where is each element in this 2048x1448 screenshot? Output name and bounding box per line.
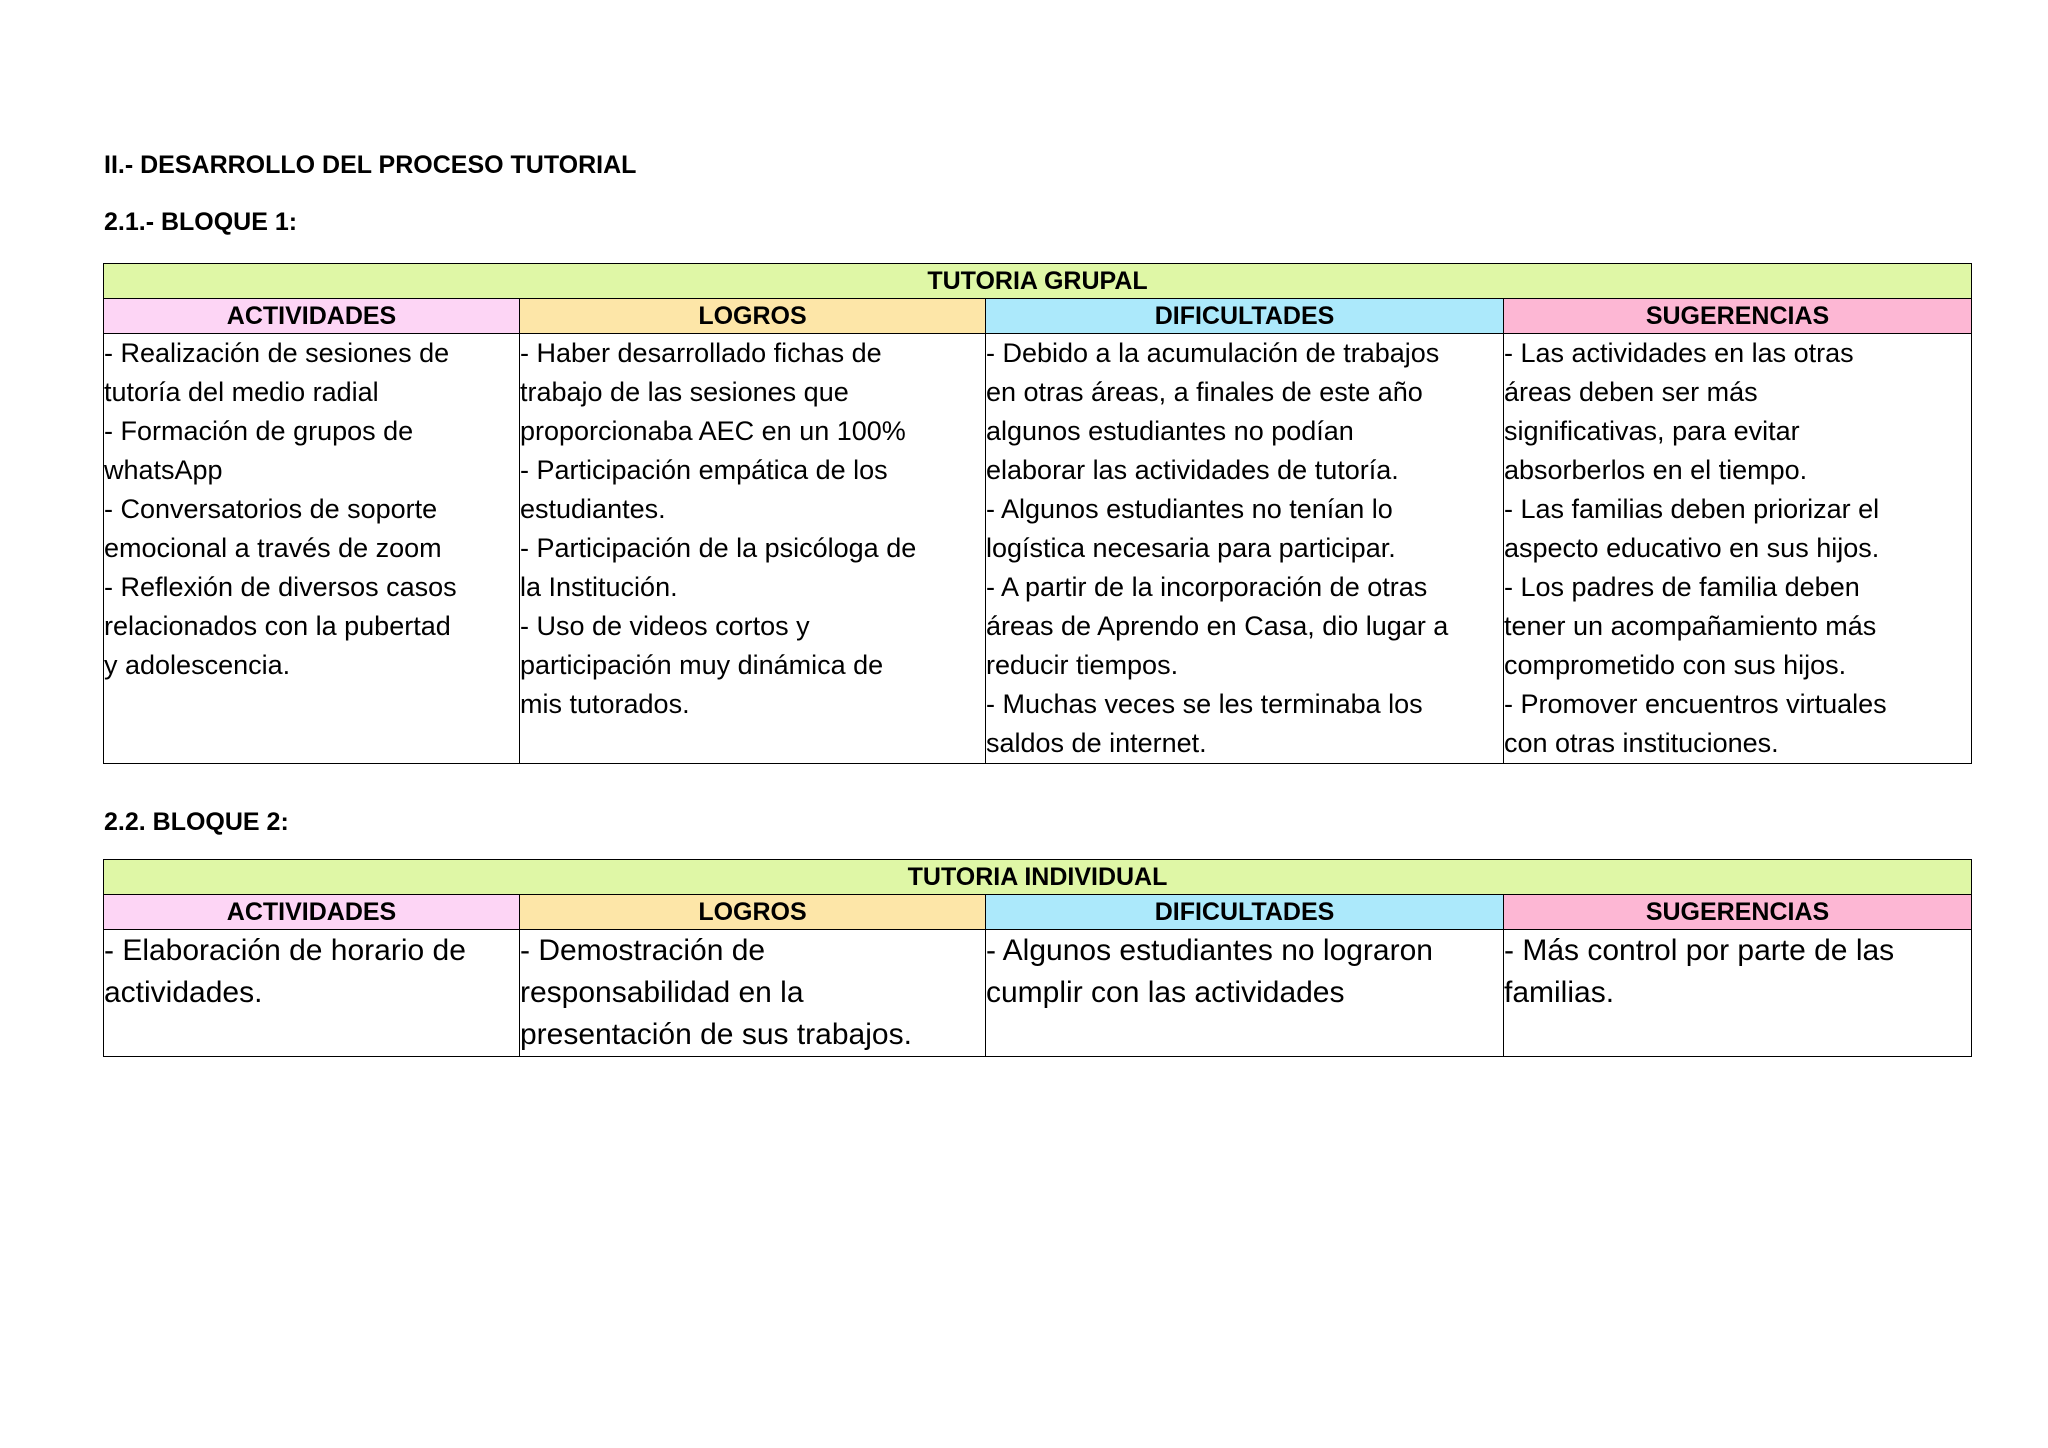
- header-sugerencias: SUGERENCIAS: [1504, 299, 1972, 334]
- cell-line: - Promover encuentros virtuales: [1504, 689, 1887, 719]
- table-title: TUTORIA GRUPAL: [104, 264, 1972, 299]
- cell-line: relacionados con la pubertad: [104, 611, 451, 641]
- cell-logros: [520, 334, 986, 764]
- cell-line: - Formación de grupos de: [104, 416, 414, 446]
- cell-logros: [520, 930, 986, 1057]
- cell-line: - Realización de sesiones de: [104, 338, 450, 368]
- cell-line: whatsApp: [104, 455, 223, 485]
- cell-line: estudiantes.: [520, 494, 666, 524]
- cell-line: absorberlos en el tiempo.: [1504, 455, 1808, 485]
- cell-line: significativas, para evitar: [1504, 416, 1800, 446]
- cell-line: con otras instituciones.: [1504, 728, 1779, 758]
- cell-line: - A partir de la incorporación de otras: [986, 572, 1428, 602]
- cell-line: áreas deben ser más: [1504, 377, 1758, 407]
- section-heading: II.- DESARROLLO DEL PROCESO TUTORIAL: [104, 151, 637, 179]
- cell-line: algunos estudiantes no podían: [986, 416, 1354, 446]
- header-actividades: ACTIVIDADES: [104, 895, 520, 930]
- cell-line: saldos de internet.: [986, 728, 1207, 758]
- cell-line: tutoría del medio radial: [104, 377, 379, 407]
- header-dificultades: DIFICULTADES: [986, 895, 1504, 930]
- cell-line: cumplir con las actividades: [986, 976, 1345, 1009]
- tutoria-individual-table: [103, 859, 1972, 1057]
- cell-line: - Las actividades en las otras: [1504, 338, 1854, 368]
- tutoria-grupal-table: [103, 263, 1972, 764]
- cell-line: en otras áreas, a finales de este año: [986, 377, 1423, 407]
- cell-line: actividades.: [104, 976, 263, 1009]
- cell-line: - Algunos estudiantes no lograron: [986, 934, 1433, 967]
- cell-line: - Muchas veces se les terminaba los: [986, 689, 1423, 719]
- cell-line: presentación de sus trabajos.: [520, 1018, 912, 1051]
- header-dificultades: DIFICULTADES: [986, 299, 1504, 334]
- header-logros: LOGROS: [520, 299, 986, 334]
- header-logros: LOGROS: [520, 895, 986, 930]
- cell-sugerencias: [1504, 930, 1972, 1057]
- cell-line: - Haber desarrollado fichas de: [520, 338, 882, 368]
- cell-line: - Participación de la psicóloga de: [520, 533, 917, 563]
- cell-dificultades: [986, 930, 1504, 1057]
- cell-line: áreas de Aprendo en Casa, dio lugar a: [986, 611, 1449, 641]
- cell-line: - Demostración de: [520, 934, 766, 967]
- cell-actividades: [104, 930, 520, 1057]
- cell-line: elaborar las actividades de tutoría.: [986, 455, 1399, 485]
- cell-line: comprometido con sus hijos.: [1504, 650, 1847, 680]
- cell-line: - Más control por parte de las: [1504, 934, 1895, 967]
- cell-line: tener un acompañamiento más: [1504, 611, 1877, 641]
- cell-line: - Uso de videos cortos y: [520, 611, 810, 641]
- cell-actividades: [104, 334, 520, 764]
- cell-line: - Elaboración de horario de: [104, 934, 466, 967]
- cell-line: - Los padres de familia deben: [1504, 572, 1860, 602]
- cell-line: - Reflexión de diversos casos: [104, 572, 457, 602]
- header-sugerencias: SUGERENCIAS: [1504, 895, 1972, 930]
- cell-line: mis tutorados.: [520, 689, 690, 719]
- cell-line: y adolescencia.: [104, 650, 291, 680]
- cell-line: familias.: [1504, 976, 1615, 1009]
- cell-line: - Conversatorios de soporte: [104, 494, 438, 524]
- header-actividades: ACTIVIDADES: [104, 299, 520, 334]
- block1-heading: 2.1.- BLOQUE 1:: [104, 208, 298, 236]
- cell-dificultades: [986, 334, 1504, 764]
- cell-sugerencias: [1504, 334, 1972, 764]
- cell-line: trabajo de las sesiones que: [520, 377, 849, 407]
- table-title: TUTORIA INDIVIDUAL: [104, 860, 1972, 895]
- block2-heading: 2.2. BLOQUE 2:: [104, 808, 289, 836]
- cell-line: - Las familias deben priorizar el: [1504, 494, 1880, 524]
- cell-line: - Algunos estudiantes no tenían lo: [986, 494, 1393, 524]
- cell-line: - Debido a la acumulación de trabajos: [986, 338, 1440, 368]
- cell-line: - Participación empática de los: [520, 455, 888, 485]
- cell-line: la Institución.: [520, 572, 678, 602]
- cell-line: logística necesaria para participar.: [986, 533, 1396, 563]
- cell-line: participación muy dinámica de: [520, 650, 884, 680]
- cell-line: responsabilidad en la: [520, 976, 804, 1009]
- cell-line: aspecto educativo en sus hijos.: [1504, 533, 1880, 563]
- cell-line: emocional a través de zoom: [104, 533, 442, 563]
- cell-line: reducir tiempos.: [986, 650, 1179, 680]
- cell-line: proporcionaba AEC en un 100%: [520, 416, 906, 446]
